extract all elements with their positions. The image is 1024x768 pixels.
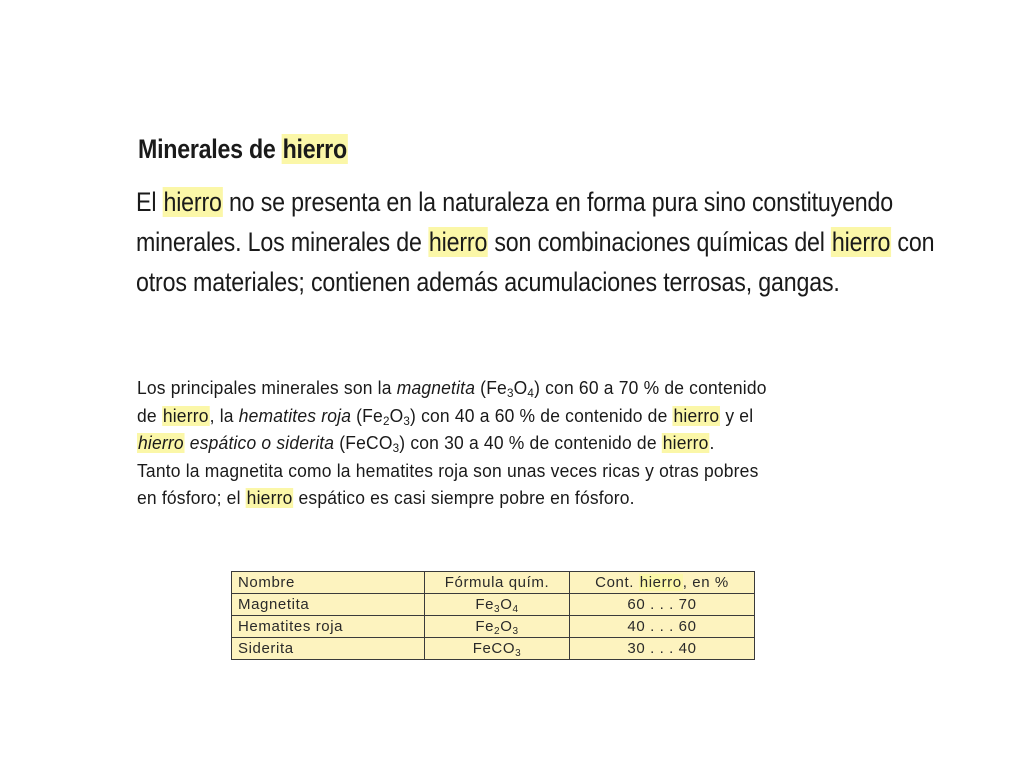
highlight-word: hierro xyxy=(639,574,682,591)
section-title xyxy=(138,134,348,165)
highlight-word: hierro xyxy=(673,405,720,426)
table-row xyxy=(232,638,755,660)
title-highlight: hierro xyxy=(282,134,347,164)
term-siderita: espático o siderita xyxy=(184,433,335,453)
body-line-3: hierro espático o siderita (FeCO$_3$) con 30 a 40 % de contenido de hierro. xyxy=(137,433,715,455)
highlight-word: hierro xyxy=(428,227,488,257)
table-row xyxy=(232,616,755,638)
term-magnetita: magnetita xyxy=(396,378,476,398)
body-paragraph xyxy=(137,375,903,513)
intro-line-2: minerales. Los minerales de hierro son combinaciones químicas del hierro con xyxy=(136,227,935,257)
term-hematites-roja: hematites roja xyxy=(238,405,352,426)
body-line-2: de hierro, la hematites roja $(Fe_2O_3)$ con 40 a 60 % de contenido de hierro y el xyxy=(137,405,754,428)
cell-formula: $Fe_3O_4$ xyxy=(425,594,570,616)
highlight-word: hierro xyxy=(137,433,184,453)
highlight-word: hierro xyxy=(163,187,222,217)
cell-name: Siderita xyxy=(232,638,425,660)
intro-paragraph xyxy=(136,182,935,302)
cell-content: 60 . . . 70 xyxy=(570,594,755,616)
header-name: Nombre xyxy=(232,572,425,594)
cell-formula: $Fe_2O_3$ xyxy=(425,616,570,638)
table-row xyxy=(232,594,755,616)
cell-name: Hematites roja xyxy=(232,616,425,638)
intro-line-1: El hierro no se presenta en la naturaleza en forma pura sino constituyendo xyxy=(136,187,894,217)
cell-content: 30 . . . 40 xyxy=(570,638,755,660)
title-prefix: Minerales de xyxy=(138,134,282,164)
header-formula: Fórmula quím. xyxy=(425,572,570,594)
body-line-4: Tanto la magnetita como la hematites roja son unas veces ricas y otras pobres xyxy=(137,460,759,481)
cell-content: 40 . . . 60 xyxy=(570,616,755,638)
minerals-table xyxy=(231,571,755,660)
table-header-row xyxy=(232,572,755,594)
body-line-1: Los principales minerales son la magnetita $(Fe_3O_4)$ con 60 a 70 % de contenido xyxy=(137,378,767,400)
highlight-word: hierro xyxy=(831,227,891,257)
highlight-word: hierro xyxy=(162,405,209,426)
header-content: Cont. hierro, en % xyxy=(570,572,755,594)
cell-formula: FeCO$_3$ xyxy=(425,638,570,660)
highlight-word: hierro xyxy=(246,488,293,508)
cell-name: Magnetita xyxy=(232,594,425,616)
intro-line-3: otros materiales; contienen además acumulaciones terrosas, gangas. xyxy=(136,267,840,297)
highlight-word: hierro xyxy=(662,433,709,453)
body-line-5: en fósforo; el hierro espático es casi siempre pobre en fósforo. xyxy=(137,488,635,508)
